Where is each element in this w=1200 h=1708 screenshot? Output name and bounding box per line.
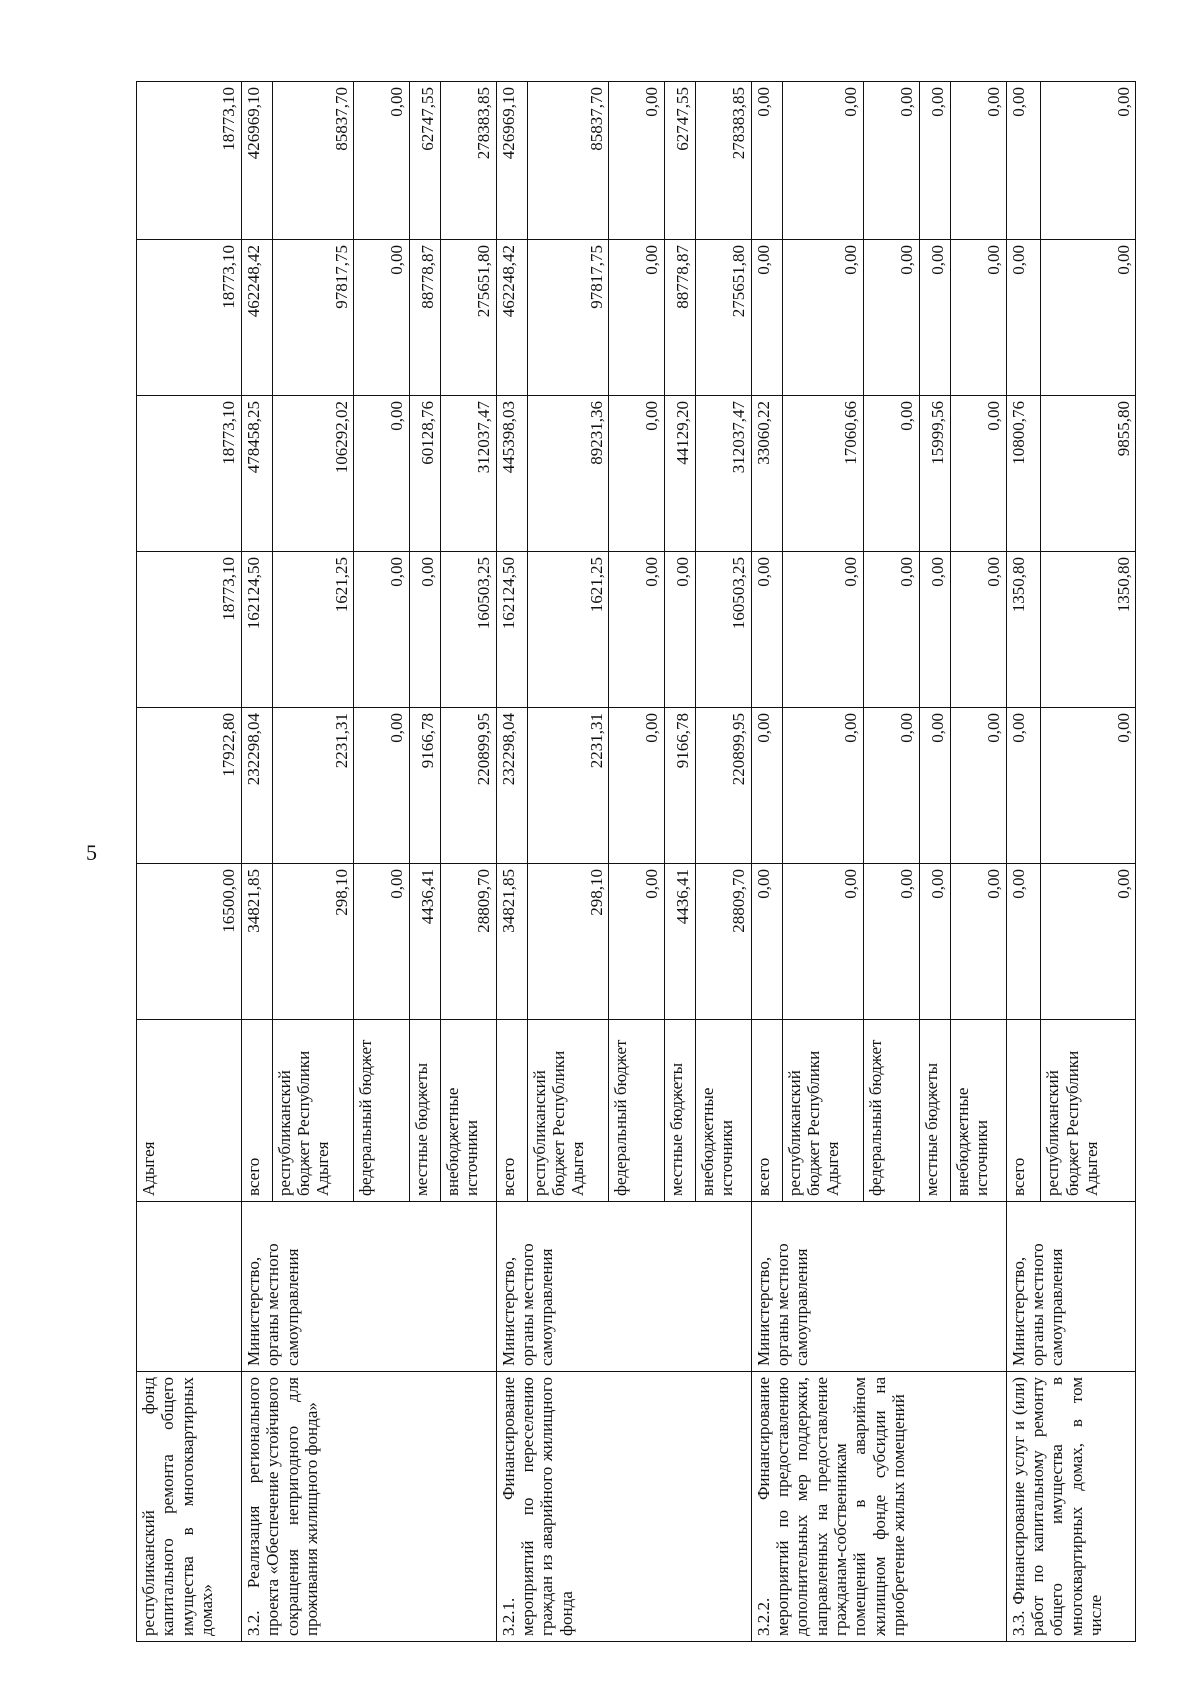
value-cell: 162124,50 bbox=[496, 552, 527, 708]
funding-source: местные бюджеты bbox=[409, 1020, 440, 1202]
value-cell: 28809,70 bbox=[695, 864, 751, 1020]
value-cell: 0,00 bbox=[950, 82, 1006, 240]
value-cell: 0,00 bbox=[919, 864, 950, 1020]
value-cell: 0,00 bbox=[751, 708, 782, 864]
value-cell: 1621,25 bbox=[527, 552, 608, 708]
funding-source: всего bbox=[496, 1020, 527, 1202]
value-cell: 85837,70 bbox=[272, 82, 353, 240]
value-cell: 312037,47 bbox=[440, 396, 496, 552]
table-row bbox=[751, 82, 782, 1642]
table-row bbox=[496, 82, 527, 1642]
value-cell: 0,00 bbox=[1006, 708, 1041, 864]
value-cell: 97817,75 bbox=[527, 240, 608, 396]
value-cell: 0,00 bbox=[863, 240, 919, 396]
value-cell: 0,00 bbox=[353, 708, 409, 864]
executor-cell: Министерство, органы местного самоуправления bbox=[1006, 1202, 1135, 1372]
value-cell: 0,00 bbox=[751, 240, 782, 396]
value-cell: 0,00 bbox=[409, 552, 440, 708]
value-cell: 0,00 bbox=[863, 552, 919, 708]
funding-source: Адыгея bbox=[137, 1020, 242, 1202]
value-cell: 275651,80 bbox=[695, 240, 751, 396]
value-cell: 17060,66 bbox=[782, 396, 863, 552]
funding-source: всего bbox=[751, 1020, 782, 1202]
value-cell: 0,00 bbox=[1041, 708, 1136, 864]
value-cell: 0,00 bbox=[782, 82, 863, 240]
financing-table bbox=[136, 81, 1136, 1642]
funding-source: внебюджетные источники bbox=[695, 1020, 751, 1202]
value-cell: 220899,95 bbox=[695, 708, 751, 864]
value-cell: 0,00 bbox=[950, 240, 1006, 396]
value-cell: 0,00 bbox=[863, 396, 919, 552]
funding-source: республиканский бюджет Республики Адыгея bbox=[782, 1020, 863, 1202]
value-cell: 97817,75 bbox=[272, 240, 353, 396]
value-cell: 34821,85 bbox=[496, 864, 527, 1020]
value-cell: 0,00 bbox=[950, 864, 1006, 1020]
value-cell: 462248,42 bbox=[241, 240, 272, 396]
value-cell: 106292,02 bbox=[272, 396, 353, 552]
value-cell: 1350,80 bbox=[1006, 552, 1041, 708]
executor-cell bbox=[137, 1202, 242, 1372]
value-cell: 0,00 bbox=[919, 82, 950, 240]
funding-source: федеральный бюджет bbox=[863, 1020, 919, 1202]
value-cell: 0,00 bbox=[608, 552, 664, 708]
value-cell: 0,00 bbox=[863, 708, 919, 864]
document-page bbox=[136, 82, 1136, 1642]
value-cell: 10800,76 bbox=[1006, 396, 1041, 552]
value-cell: 88778,87 bbox=[409, 240, 440, 396]
value-cell: 1621,25 bbox=[272, 552, 353, 708]
value-cell: 33060,22 bbox=[751, 396, 782, 552]
value-cell: 0,00 bbox=[1041, 864, 1136, 1020]
value-cell: 0,00 bbox=[1041, 82, 1136, 240]
value-cell: 0,00 bbox=[608, 82, 664, 240]
value-cell: 162124,50 bbox=[241, 552, 272, 708]
value-cell: 0,00 bbox=[782, 864, 863, 1020]
funding-source: федеральный бюджет bbox=[353, 1020, 409, 1202]
value-cell: 0,00 bbox=[863, 864, 919, 1020]
value-cell: 9166,78 bbox=[664, 708, 695, 864]
value-cell: 85837,70 bbox=[527, 82, 608, 240]
value-cell: 0,00 bbox=[608, 864, 664, 1020]
value-cell: 0,00 bbox=[950, 552, 1006, 708]
value-cell: 18773,10 bbox=[137, 552, 242, 708]
value-cell: 0,00 bbox=[608, 708, 664, 864]
value-cell: 0,00 bbox=[751, 552, 782, 708]
value-cell: 0,00 bbox=[353, 552, 409, 708]
value-cell: 17922,80 bbox=[137, 708, 242, 864]
value-cell: 88778,87 bbox=[664, 240, 695, 396]
value-cell: 16500,00 bbox=[137, 864, 242, 1020]
value-cell: 0,00 bbox=[353, 240, 409, 396]
value-cell: 445398,03 bbox=[496, 396, 527, 552]
value-cell: 278383,85 bbox=[440, 82, 496, 240]
value-cell: 0,00 bbox=[782, 240, 863, 396]
executor-cell: Министерство, органы местного самоуправления bbox=[241, 1202, 496, 1372]
funding-source: местные бюджеты bbox=[919, 1020, 950, 1202]
funding-source: всего bbox=[1006, 1020, 1041, 1202]
value-cell: 28809,70 bbox=[440, 864, 496, 1020]
value-cell: 278383,85 bbox=[695, 82, 751, 240]
measure-description: республиканский фонд капитального ремонта общего имущества в многоквартирных домах» bbox=[137, 1372, 242, 1642]
measure-description: 3.2.2. Финансирование мероприятий по предоставлению дополнительных мер поддержки, направленных на предоставление гражданам-собственникам помещений в аварийном жилищном фонде субсидии на приобретение жилых помещений bbox=[751, 1372, 1006, 1642]
value-cell: 0,00 bbox=[353, 82, 409, 240]
value-cell: 0,00 bbox=[1006, 864, 1041, 1020]
value-cell: 62747,55 bbox=[409, 82, 440, 240]
value-cell: 0,00 bbox=[608, 240, 664, 396]
value-cell: 0,00 bbox=[782, 708, 863, 864]
value-cell: 0,00 bbox=[950, 708, 1006, 864]
value-cell: 18773,10 bbox=[137, 240, 242, 396]
value-cell: 426969,10 bbox=[496, 82, 527, 240]
table-row bbox=[1006, 82, 1041, 1642]
funding-source: всего bbox=[241, 1020, 272, 1202]
value-cell: 0,00 bbox=[1006, 240, 1041, 396]
value-cell: 0,00 bbox=[919, 240, 950, 396]
value-cell: 0,00 bbox=[664, 552, 695, 708]
value-cell: 9166,78 bbox=[409, 708, 440, 864]
value-cell: 160503,25 bbox=[695, 552, 751, 708]
measure-description: 3.2. Реализация регионального проекта «Обеспечение устойчивого сокращения непригодного для проживания жилищного фонда» bbox=[241, 1372, 496, 1642]
value-cell: 298,10 bbox=[272, 864, 353, 1020]
value-cell: 2231,31 bbox=[527, 708, 608, 864]
value-cell: 0,00 bbox=[751, 864, 782, 1020]
value-cell: 312037,47 bbox=[695, 396, 751, 552]
value-cell: 89231,36 bbox=[527, 396, 608, 552]
measure-description: 3.2.1. Финансирование мероприятий по переселению граждан из аварийного жилищного фонда bbox=[496, 1372, 751, 1642]
value-cell: 44129,20 bbox=[664, 396, 695, 552]
value-cell: 478458,25 bbox=[241, 396, 272, 552]
value-cell: 275651,80 bbox=[440, 240, 496, 396]
funding-source: республиканский бюджет Республики Адыгея bbox=[272, 1020, 353, 1202]
value-cell: 2231,31 bbox=[272, 708, 353, 864]
value-cell: 18773,10 bbox=[137, 396, 242, 552]
value-cell: 426969,10 bbox=[241, 82, 272, 240]
funding-source: республиканский бюджет Республики Адыгея bbox=[1041, 1020, 1136, 1202]
value-cell: 462248,42 bbox=[496, 240, 527, 396]
value-cell: 220899,95 bbox=[440, 708, 496, 864]
measure-description: 3.3. Финансирование услуг и (или) работ по капитальному ремонту общего имущества в многоквартирных домах, в том числе bbox=[1006, 1372, 1135, 1642]
value-cell: 62747,55 bbox=[664, 82, 695, 240]
funding-source: внебюджетные источники bbox=[440, 1020, 496, 1202]
value-cell: 34821,85 bbox=[241, 864, 272, 1020]
table-row bbox=[241, 82, 272, 1642]
value-cell: 60128,76 bbox=[409, 396, 440, 552]
value-cell: 4436,41 bbox=[664, 864, 695, 1020]
value-cell: 18773,10 bbox=[137, 82, 242, 240]
value-cell: 1350,80 bbox=[1041, 552, 1136, 708]
value-cell: 9855,80 bbox=[1041, 396, 1136, 552]
value-cell: 0,00 bbox=[863, 82, 919, 240]
page-number: 5 bbox=[86, 840, 97, 865]
value-cell: 0,00 bbox=[950, 396, 1006, 552]
value-cell: 0,00 bbox=[1041, 240, 1136, 396]
value-cell: 0,00 bbox=[1006, 82, 1041, 240]
funding-source: республиканский бюджет Республики Адыгея bbox=[527, 1020, 608, 1202]
funding-source: местные бюджеты bbox=[664, 1020, 695, 1202]
value-cell: 0,00 bbox=[919, 708, 950, 864]
value-cell: 0,00 bbox=[919, 552, 950, 708]
executor-cell: Министерство, органы местного самоуправления bbox=[496, 1202, 751, 1372]
value-cell: 4436,41 bbox=[409, 864, 440, 1020]
funding-source: федеральный бюджет bbox=[608, 1020, 664, 1202]
value-cell: 0,00 bbox=[608, 396, 664, 552]
table-row bbox=[137, 82, 242, 1642]
value-cell: 232298,04 bbox=[241, 708, 272, 864]
value-cell: 15999,56 bbox=[919, 396, 950, 552]
value-cell: 0,00 bbox=[353, 864, 409, 1020]
value-cell: 298,10 bbox=[527, 864, 608, 1020]
value-cell: 160503,25 bbox=[440, 552, 496, 708]
value-cell: 0,00 bbox=[782, 552, 863, 708]
value-cell: 0,00 bbox=[353, 396, 409, 552]
value-cell: 0,00 bbox=[751, 82, 782, 240]
value-cell: 232298,04 bbox=[496, 708, 527, 864]
executor-cell: Министерство, органы местного самоуправления bbox=[751, 1202, 1006, 1372]
funding-source: внебюджетные источники bbox=[950, 1020, 1006, 1202]
